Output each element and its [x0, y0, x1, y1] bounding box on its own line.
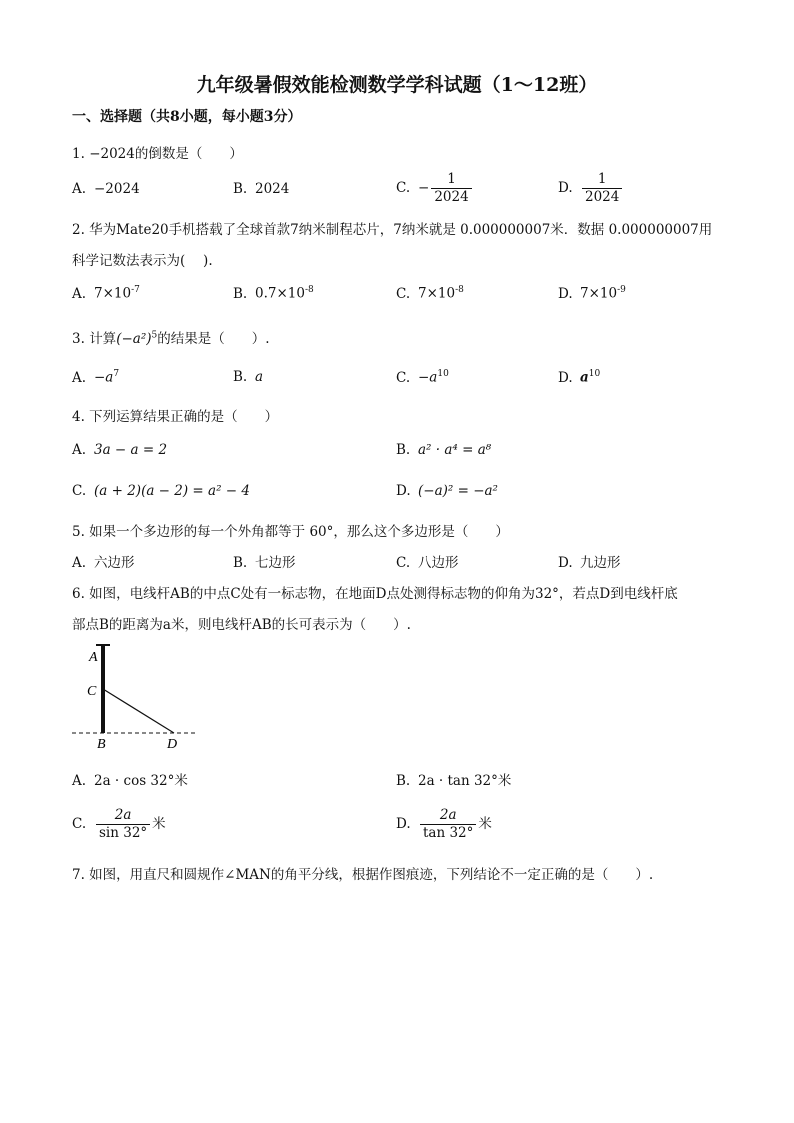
option-c: [396, 551, 459, 571]
option-exponent: -8: [455, 285, 464, 295]
option-a: [72, 181, 140, 197]
fraction-denominator: 2024: [585, 189, 620, 205]
option-label: A.: [72, 181, 87, 197]
fraction-numerator: 2a: [420, 807, 476, 825]
option-value: 0.7×10: [255, 285, 305, 302]
option-label: B.: [233, 369, 248, 385]
fraction: [96, 807, 150, 842]
option-label: C.: [396, 369, 411, 386]
sight-line-cd: [103, 689, 174, 733]
option-value: −a: [418, 369, 438, 386]
option-value: a² · a⁴ = a⁸: [418, 442, 492, 458]
option-b: [233, 285, 314, 302]
option-label: C.: [72, 483, 87, 499]
option-value: 2a · tan 32°米: [418, 773, 512, 789]
question-text: 的倒数是（ ）: [134, 146, 243, 162]
option-b: [233, 369, 263, 385]
option-d: [396, 807, 492, 842]
option-value: 八边形: [418, 555, 459, 571]
option-d: [558, 285, 626, 302]
option-value: 七边形: [255, 555, 296, 571]
expression-exponent: 5: [151, 330, 158, 341]
option-label: B.: [233, 555, 248, 571]
option-exponent: 10: [588, 369, 601, 379]
option-value: 7×10: [94, 285, 132, 302]
option-a: [72, 551, 135, 571]
option-value: 7×10: [418, 285, 456, 302]
option-label: D.: [558, 180, 573, 196]
question-number: 3.: [72, 331, 85, 347]
fraction-denominator: sin 32°: [99, 825, 148, 841]
option-c: [72, 483, 250, 499]
option-value: −a: [94, 369, 114, 386]
question-5: 5. 如果一个多边形的每一个外角都等于 60°，那么这个多边形是（ ）: [72, 524, 509, 540]
point-label-a: A: [89, 650, 98, 665]
option-label: B.: [233, 285, 248, 302]
option-exponent: -9: [617, 285, 626, 295]
option-label: C.: [72, 816, 87, 832]
question-text: 计算: [89, 331, 117, 347]
option-value: 3a − a = 2: [94, 442, 168, 458]
question-3: [72, 327, 270, 347]
point-label-c: C: [87, 684, 97, 699]
option-label: C.: [396, 555, 411, 571]
option-label: D.: [396, 816, 411, 832]
option-value: 九边形: [580, 555, 621, 571]
fraction-denominator: 2024: [434, 189, 469, 205]
fraction: [431, 171, 471, 206]
option-d: [396, 483, 498, 499]
option-label: D.: [558, 285, 573, 302]
option-label: D.: [558, 555, 573, 571]
option-c: [72, 807, 166, 842]
option-exponent: 10: [437, 369, 449, 379]
question-4: 4. 下列运算结果正确的是（ ）: [72, 409, 279, 425]
question-2-line-2: 科学记数法表示为( ).: [72, 253, 213, 269]
question-6-line-2: 部点B的距离为a米，则电线杆AB的长可表示为（ ）.: [72, 617, 411, 633]
fraction: [582, 171, 622, 206]
question-expression: −2024: [89, 146, 135, 162]
option-d: [558, 551, 621, 571]
question-text: 的结果是（ ）.: [157, 331, 270, 347]
option-c: [396, 171, 474, 206]
option-label: A.: [72, 369, 87, 386]
option-label: B.: [396, 773, 411, 789]
option-exponent: 7: [113, 369, 120, 379]
option-label: D.: [396, 483, 411, 499]
question-1: [72, 142, 243, 162]
point-label-d: D: [167, 737, 178, 752]
option-value: 六边形: [94, 555, 135, 571]
option-c: [396, 369, 449, 386]
option-b: [396, 442, 491, 458]
section-heading: 一、选择题（共8小题，每小题3分）: [72, 109, 302, 125]
page-title: 九年级暑假效能检测数学学科试题（1～12班）: [196, 74, 598, 96]
fraction-numerator: 2a: [96, 807, 150, 825]
option-unit: 米: [152, 816, 166, 832]
question-6-line-1: 6. 如图，电线杆AB的中点C处有一标志物，在地面D点处测得标志物的仰角为32°，若点D到电线杆底: [72, 586, 678, 602]
option-sign: −: [418, 180, 430, 196]
option-a: [72, 285, 140, 302]
option-value: (−a)² = −a²: [418, 483, 498, 499]
option-c: [396, 285, 464, 302]
option-unit: 米: [478, 816, 492, 832]
option-label: B.: [233, 181, 248, 197]
option-value: (a + 2)(a − 2) = a² − 4: [94, 483, 250, 499]
option-b: [396, 769, 511, 789]
option-a: [72, 369, 119, 386]
option-value: 2024: [255, 181, 290, 197]
question-2-line-1: 2. 华为Mate20手机搭载了全球首款7纳米制程芯片，7纳米就是 0.000000007米．数据 0.000000007用: [72, 222, 713, 238]
option-label: C.: [396, 285, 411, 302]
option-label: A.: [72, 555, 87, 571]
option-label: C.: [396, 180, 411, 196]
option-exponent: -8: [304, 285, 314, 295]
pole-diagram: [70, 640, 210, 755]
option-b: [233, 551, 296, 571]
option-a: [72, 769, 188, 789]
fraction-numerator: 1: [431, 171, 471, 189]
question-expression: (−a²): [116, 331, 152, 347]
option-d: [558, 369, 600, 386]
fraction-numerator: 1: [582, 171, 622, 189]
question-7: 7. 如图，用直尺和圆规作∠MAN的角平分线，根据作图痕迹，下列结论不一定正确的是（ ）.: [72, 867, 654, 883]
option-value: 7×10: [580, 285, 618, 302]
option-b: [233, 181, 289, 197]
option-label: B.: [396, 442, 411, 458]
option-label: A.: [72, 773, 87, 789]
option-label: D.: [558, 369, 573, 386]
option-label: A.: [72, 285, 87, 302]
point-label-b: B: [97, 737, 106, 752]
question-number: 1.: [72, 146, 85, 162]
option-value: a: [580, 369, 589, 386]
option-value: 2a · cos 32°米: [94, 773, 188, 789]
fraction-denominator: tan 32°: [423, 825, 474, 841]
option-value: −2024: [94, 181, 140, 197]
option-value: a: [255, 369, 264, 385]
option-exponent: -7: [131, 285, 140, 295]
option-label: A.: [72, 442, 87, 458]
option-d: [558, 171, 624, 206]
option-a: [72, 442, 167, 458]
fraction: [420, 807, 476, 842]
